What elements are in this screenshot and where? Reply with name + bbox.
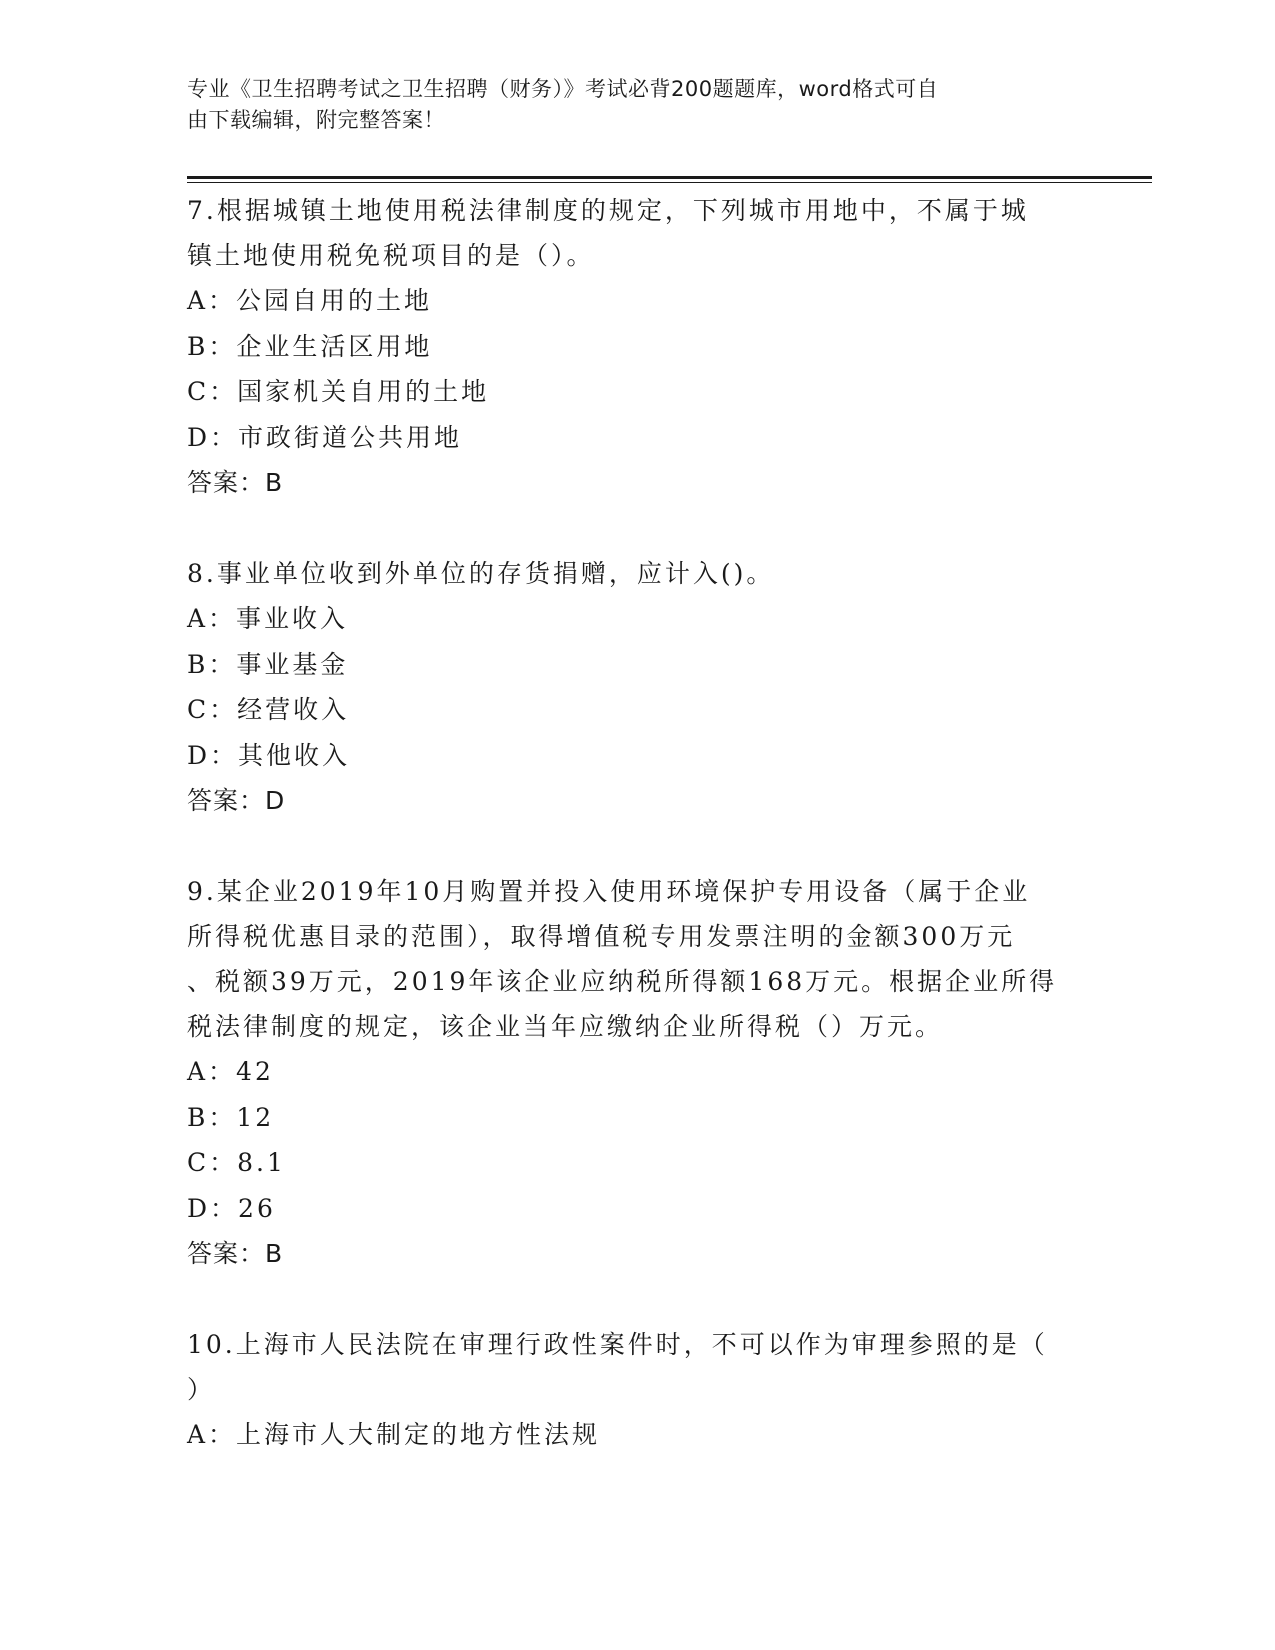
stem-line: 7.根据城镇土地使用税法律制度的规定，下列城市用地中，不属于城 [187,196,1029,225]
header-divider-thin [187,182,1152,183]
option-d: D：市政街道公共用地 [187,422,463,452]
option-b: B：企业生活区用地 [187,331,433,361]
question-stem [187,1322,1087,1412]
question-7 [187,188,1087,505]
stem-line: 镇土地使用税免税项目的是（）。 [187,241,595,270]
header-line-2: 由下载编辑，附完整答案！ [187,108,445,132]
question-10 [187,1322,1087,1458]
answer-line: 答案：B [187,468,284,497]
option-d: D：26 [187,1193,276,1223]
answer-line: 答案：B [187,1239,284,1268]
stem-line: 8.事业单位收到外单位的存货捐赠，应计入()。 [187,559,775,588]
stem-line: 所得税优惠目录的范围），取得增值税专用发票注明的金额300万元 [187,922,1016,951]
document-header [187,74,1067,136]
header-line-1: 专业《卫生招聘考试之卫生招聘（财务）》考试必背200题题库，word格式可自 [187,77,939,101]
question-stem [187,869,1087,1049]
question-9 [187,869,1087,1276]
question-8 [187,551,1087,823]
option-d: D：其他收入 [187,740,351,770]
option-c: C：经营收入 [187,695,350,724]
stem-line: 税法律制度的规定，该企业当年应缴纳企业所得税（）万元。 [187,1012,944,1041]
header-divider-thick [187,176,1152,179]
stem-line: 、税额39万元，2019年该企业应纳税所得额168万元。根据企业所得 [187,967,1058,996]
option-a: A：上海市人大制定的地方性法规 [187,1420,601,1449]
option-b: B：12 [187,1102,275,1132]
stem-line: 10.上海市人民法院在审理行政性案件时，不可以作为审理参照的是（ [187,1330,1048,1359]
option-a: A：42 [187,1057,274,1086]
option-a: A：事业收入 [187,604,349,633]
option-a: A：公园自用的土地 [187,286,433,315]
answer-line: 答案：D [187,786,286,815]
stem-line: ） [187,1375,216,1404]
question-stem [187,551,1087,596]
question-stem [187,188,1087,278]
option-c: C：8.1 [187,1148,286,1177]
stem-line: 9.某企业2019年10月购置并投入使用环境保护专用设备（属于企业 [187,877,1031,906]
option-c: C：国家机关自用的土地 [187,377,490,406]
option-b: B：事业基金 [187,649,349,679]
question-list [187,188,1087,1504]
